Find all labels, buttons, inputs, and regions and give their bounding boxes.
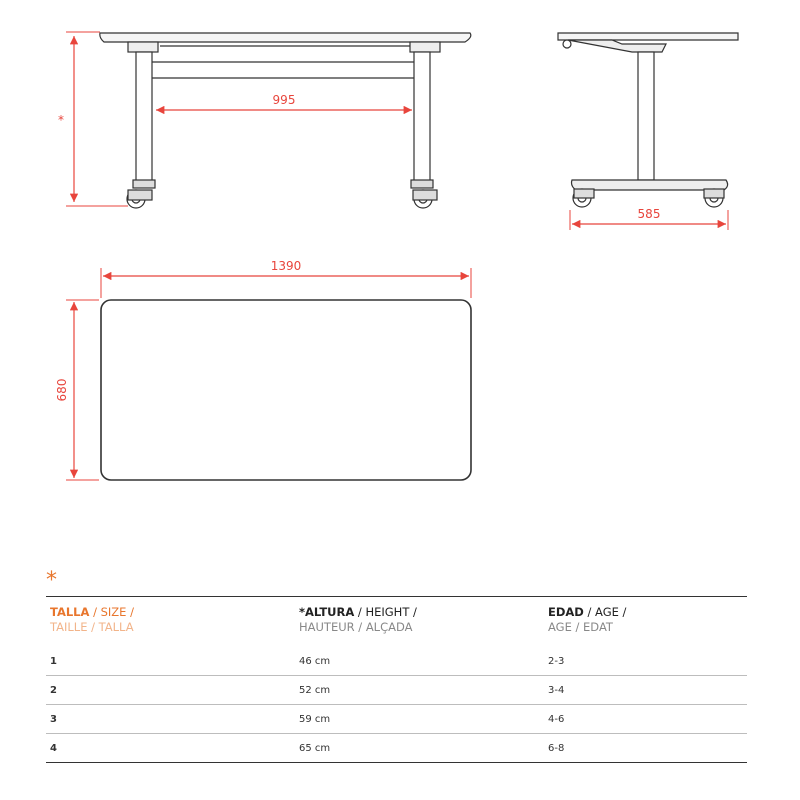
height-dimension — [58, 32, 128, 206]
front-view — [100, 33, 471, 208]
base-width-label: 585 — [637, 207, 661, 221]
base-width-dimension — [570, 207, 728, 230]
header-height: *ALTURA / HEIGHT / HAUTEUR / ALÇADA — [299, 605, 417, 634]
cell-age: 2-3 — [548, 655, 565, 667]
table-header-row — [46, 597, 747, 648]
table-row — [46, 647, 747, 676]
header-age: EDAD / AGE / AGE / EDAT — [548, 605, 627, 634]
front-bracket-left — [128, 42, 158, 52]
top-length-dimension — [101, 259, 471, 298]
cell-height: 52 cm — [299, 684, 331, 696]
leg-spacing-dimension — [156, 93, 412, 110]
table-row — [46, 676, 747, 705]
side-caster-right — [704, 189, 724, 207]
cell-height: 46 cm — [299, 655, 331, 667]
size-table — [46, 596, 747, 763]
table-row — [46, 705, 747, 734]
side-knob — [563, 40, 571, 48]
cell-height: 59 cm — [299, 713, 331, 725]
front-leg-foot-right — [411, 180, 433, 188]
front-caster-right — [413, 190, 437, 208]
height-note-marker: * — [46, 568, 57, 593]
cell-size: 2 — [50, 684, 57, 696]
front-leg-foot-left — [133, 180, 155, 188]
cell-height: 65 cm — [299, 742, 331, 754]
cell-size: 3 — [50, 713, 57, 725]
front-leg-right — [414, 52, 430, 184]
cell-size: 1 — [50, 655, 57, 667]
top-view — [101, 300, 471, 480]
header-size: TALLA / SIZE / TAILLE / TALLA — [50, 605, 134, 634]
front-leg-left — [136, 52, 152, 184]
side-caster-left — [573, 189, 594, 207]
top-depth-label: 680 — [55, 378, 69, 402]
front-bracket-right — [410, 42, 440, 52]
front-tabletop — [100, 33, 471, 42]
side-column — [638, 52, 654, 180]
front-caster-left — [127, 190, 152, 208]
cell-age: 3-4 — [548, 684, 565, 696]
side-view — [558, 33, 738, 207]
table-row — [46, 734, 747, 763]
top-depth-dimension — [55, 300, 99, 480]
cell-size: 4 — [50, 742, 57, 754]
side-tilt-mechanism — [568, 40, 666, 52]
cell-age: 6-8 — [548, 742, 565, 754]
side-tabletop — [558, 33, 738, 40]
height-star-label: * — [58, 113, 64, 127]
tabletop-plan — [101, 300, 471, 480]
top-length-label: 1390 — [270, 259, 302, 273]
cell-age: 4-6 — [548, 713, 565, 725]
leg-spacing-label: 995 — [272, 93, 296, 107]
